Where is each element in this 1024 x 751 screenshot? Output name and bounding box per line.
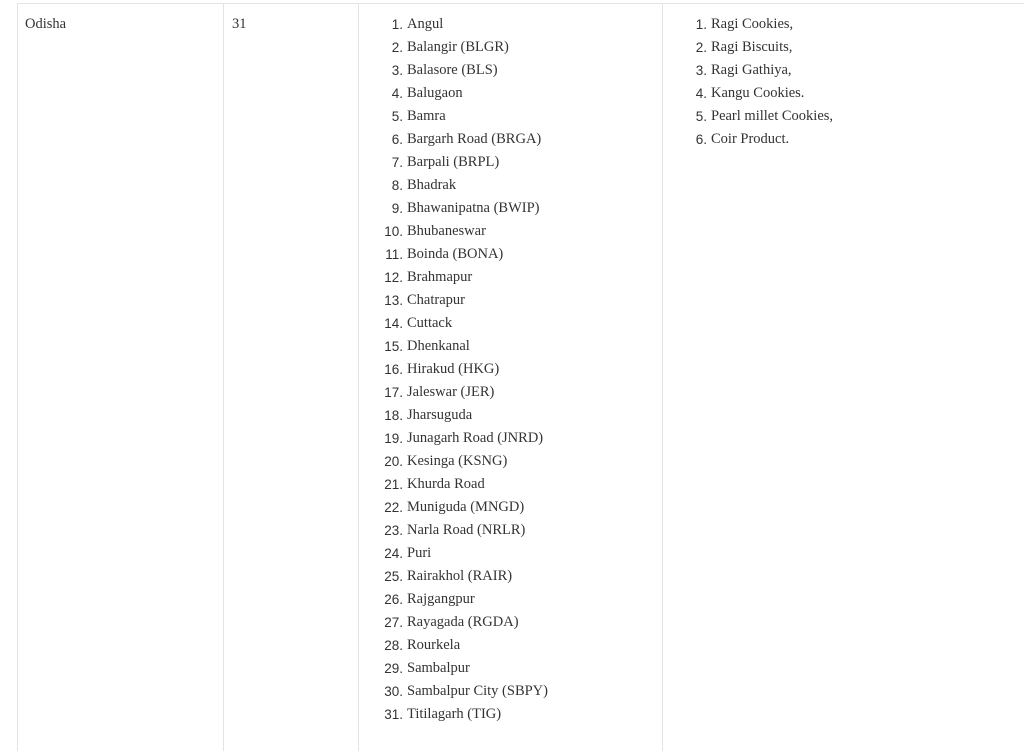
product-item-text: Ragi Cookies,	[711, 16, 794, 32]
station-item	[359, 312, 662, 335]
product-item	[663, 13, 1024, 36]
station-item-number: 22.	[384, 500, 403, 515]
station-item	[359, 496, 662, 519]
station-item	[359, 542, 662, 565]
station-item-text: Chatrapur	[407, 292, 465, 308]
station-item-text: Khurda Road	[407, 476, 485, 492]
station-item	[359, 13, 662, 36]
station-item-text: Hirakud (HKG)	[407, 361, 500, 377]
station-item	[359, 197, 662, 220]
station-item-number: 29.	[384, 661, 403, 676]
count-cell	[224, 4, 359, 751]
station-item-text: Puri	[407, 545, 432, 561]
station-item-number: 2.	[391, 40, 403, 55]
product-item	[663, 82, 1024, 105]
product-item-text: Kangu Cookies.	[711, 85, 805, 101]
station-item	[359, 105, 662, 128]
station-item-text: Junagarh Road (JNRD)	[407, 430, 544, 446]
station-item	[359, 611, 662, 634]
product-item-number: 5.	[695, 109, 707, 124]
station-item-number: 13.	[384, 293, 403, 308]
station-item-text: Titilagarh (TIG)	[407, 706, 502, 722]
station-item-number: 5.	[391, 109, 403, 124]
station-item-number: 18.	[384, 408, 403, 423]
station-item	[359, 565, 662, 588]
station-item	[359, 151, 662, 174]
station-item	[359, 36, 662, 59]
station-item-text: Bhawanipatna (BWIP)	[407, 200, 540, 216]
station-item-text: Balangir (BLGR)	[407, 39, 509, 55]
station-item	[359, 335, 662, 358]
product-item	[663, 36, 1024, 59]
station-item-number: 3.	[391, 63, 403, 78]
station-item-number: 14.	[384, 316, 403, 331]
station-item-text: Rajgangpur	[407, 591, 475, 607]
station-item-number: 30.	[384, 684, 403, 699]
station-item-number: 28.	[384, 638, 403, 653]
station-item	[359, 82, 662, 105]
station-item	[359, 588, 662, 611]
station-item-number: 4.	[391, 86, 403, 101]
station-item	[359, 289, 662, 312]
station-item-number: 26.	[384, 592, 403, 607]
station-item	[359, 657, 662, 680]
station-item	[359, 220, 662, 243]
station-item-text: Bhadrak	[407, 177, 457, 193]
station-item-number: 31.	[384, 707, 403, 722]
station-item-text: Dhenkanal	[407, 338, 470, 354]
product-item	[663, 59, 1024, 82]
station-item	[359, 358, 662, 381]
station-item-text: Bargarh Road (BRGA)	[407, 131, 542, 147]
station-item-text: Jharsuguda	[407, 407, 473, 423]
station-item-number: 27.	[384, 615, 403, 630]
product-item-text: Ragi Gathiya,	[711, 62, 792, 78]
station-item-text: Angul	[407, 16, 444, 32]
station-item	[359, 381, 662, 404]
station-item-text: Narla Road (NRLR)	[407, 522, 526, 538]
station-item-number: 16.	[384, 362, 403, 377]
station-count: 31	[232, 16, 247, 32]
station-item	[359, 634, 662, 657]
product-item-text: Coir Product.	[711, 131, 790, 147]
station-item-number: 20.	[384, 454, 403, 469]
station-item-text: Balasore (BLS)	[407, 62, 498, 78]
station-item	[359, 243, 662, 266]
product-item-text: Ragi Biscuits,	[711, 39, 793, 55]
products-list	[663, 4, 1024, 151]
station-item-text: Boinda (BONA)	[407, 246, 504, 262]
station-item-number: 11.	[385, 247, 403, 262]
station-item	[359, 59, 662, 82]
station-item-number: 8.	[391, 178, 403, 193]
station-item-number: 21.	[384, 477, 403, 492]
station-item-text: Cuttack	[407, 315, 453, 331]
station-item	[359, 174, 662, 197]
station-item-number: 19.	[384, 431, 403, 446]
station-item	[359, 404, 662, 427]
product-item-number: 2.	[695, 40, 707, 55]
station-item-text: Rourkela	[407, 637, 461, 653]
stations-list	[359, 4, 662, 726]
station-item-text: Sambalpur City (SBPY)	[407, 683, 548, 699]
product-item-number: 4.	[695, 86, 707, 101]
station-item	[359, 266, 662, 289]
station-item	[359, 473, 662, 496]
station-item-text: Jaleswar (JER)	[407, 384, 495, 400]
product-item	[663, 128, 1024, 151]
station-item	[359, 427, 662, 450]
station-item	[359, 128, 662, 151]
station-item-number: 6.	[391, 132, 403, 147]
station-item-number: 10.	[384, 224, 403, 239]
station-item-number: 15.	[384, 339, 403, 354]
station-item-text: Rayagada (RGDA)	[407, 614, 519, 630]
station-item	[359, 519, 662, 542]
station-item-number: 1.	[391, 17, 403, 32]
station-item-text: Barpali (BRPL)	[407, 154, 500, 170]
product-item-number: 1.	[695, 17, 707, 32]
station-item	[359, 450, 662, 473]
station-item-number: 24.	[384, 546, 403, 561]
products-cell	[663, 4, 1024, 751]
station-item-number: 9.	[391, 201, 403, 216]
product-item-number: 3.	[695, 63, 707, 78]
stations-cell	[359, 4, 663, 751]
station-item-text: Muniguda (MNGD)	[407, 499, 525, 515]
product-item-text: Pearl millet Cookies,	[711, 108, 834, 124]
station-item-text: Balugaon	[407, 85, 463, 101]
product-item	[663, 105, 1024, 128]
station-item	[359, 703, 662, 726]
station-item	[359, 680, 662, 703]
station-item-number: 23.	[384, 523, 403, 538]
station-item-number: 12.	[384, 270, 403, 285]
product-item-number: 6.	[695, 132, 707, 147]
station-item-text: Bhubaneswar	[407, 223, 486, 239]
station-item-text: Rairakhol (RAIR)	[407, 568, 513, 584]
state-cell	[18, 4, 224, 751]
station-item-text: Brahmapur	[407, 269, 473, 285]
station-item-number: 7.	[391, 155, 403, 170]
state-name: Odisha	[25, 16, 67, 32]
station-item-number: 25.	[384, 569, 403, 584]
stations-table	[17, 4, 1024, 751]
table-row	[18, 4, 1024, 751]
station-item-number: 17.	[384, 385, 403, 400]
station-item-text: Kesinga (KSNG)	[407, 453, 508, 469]
station-item-text: Bamra	[407, 108, 446, 124]
station-item-text: Sambalpur	[407, 660, 470, 676]
